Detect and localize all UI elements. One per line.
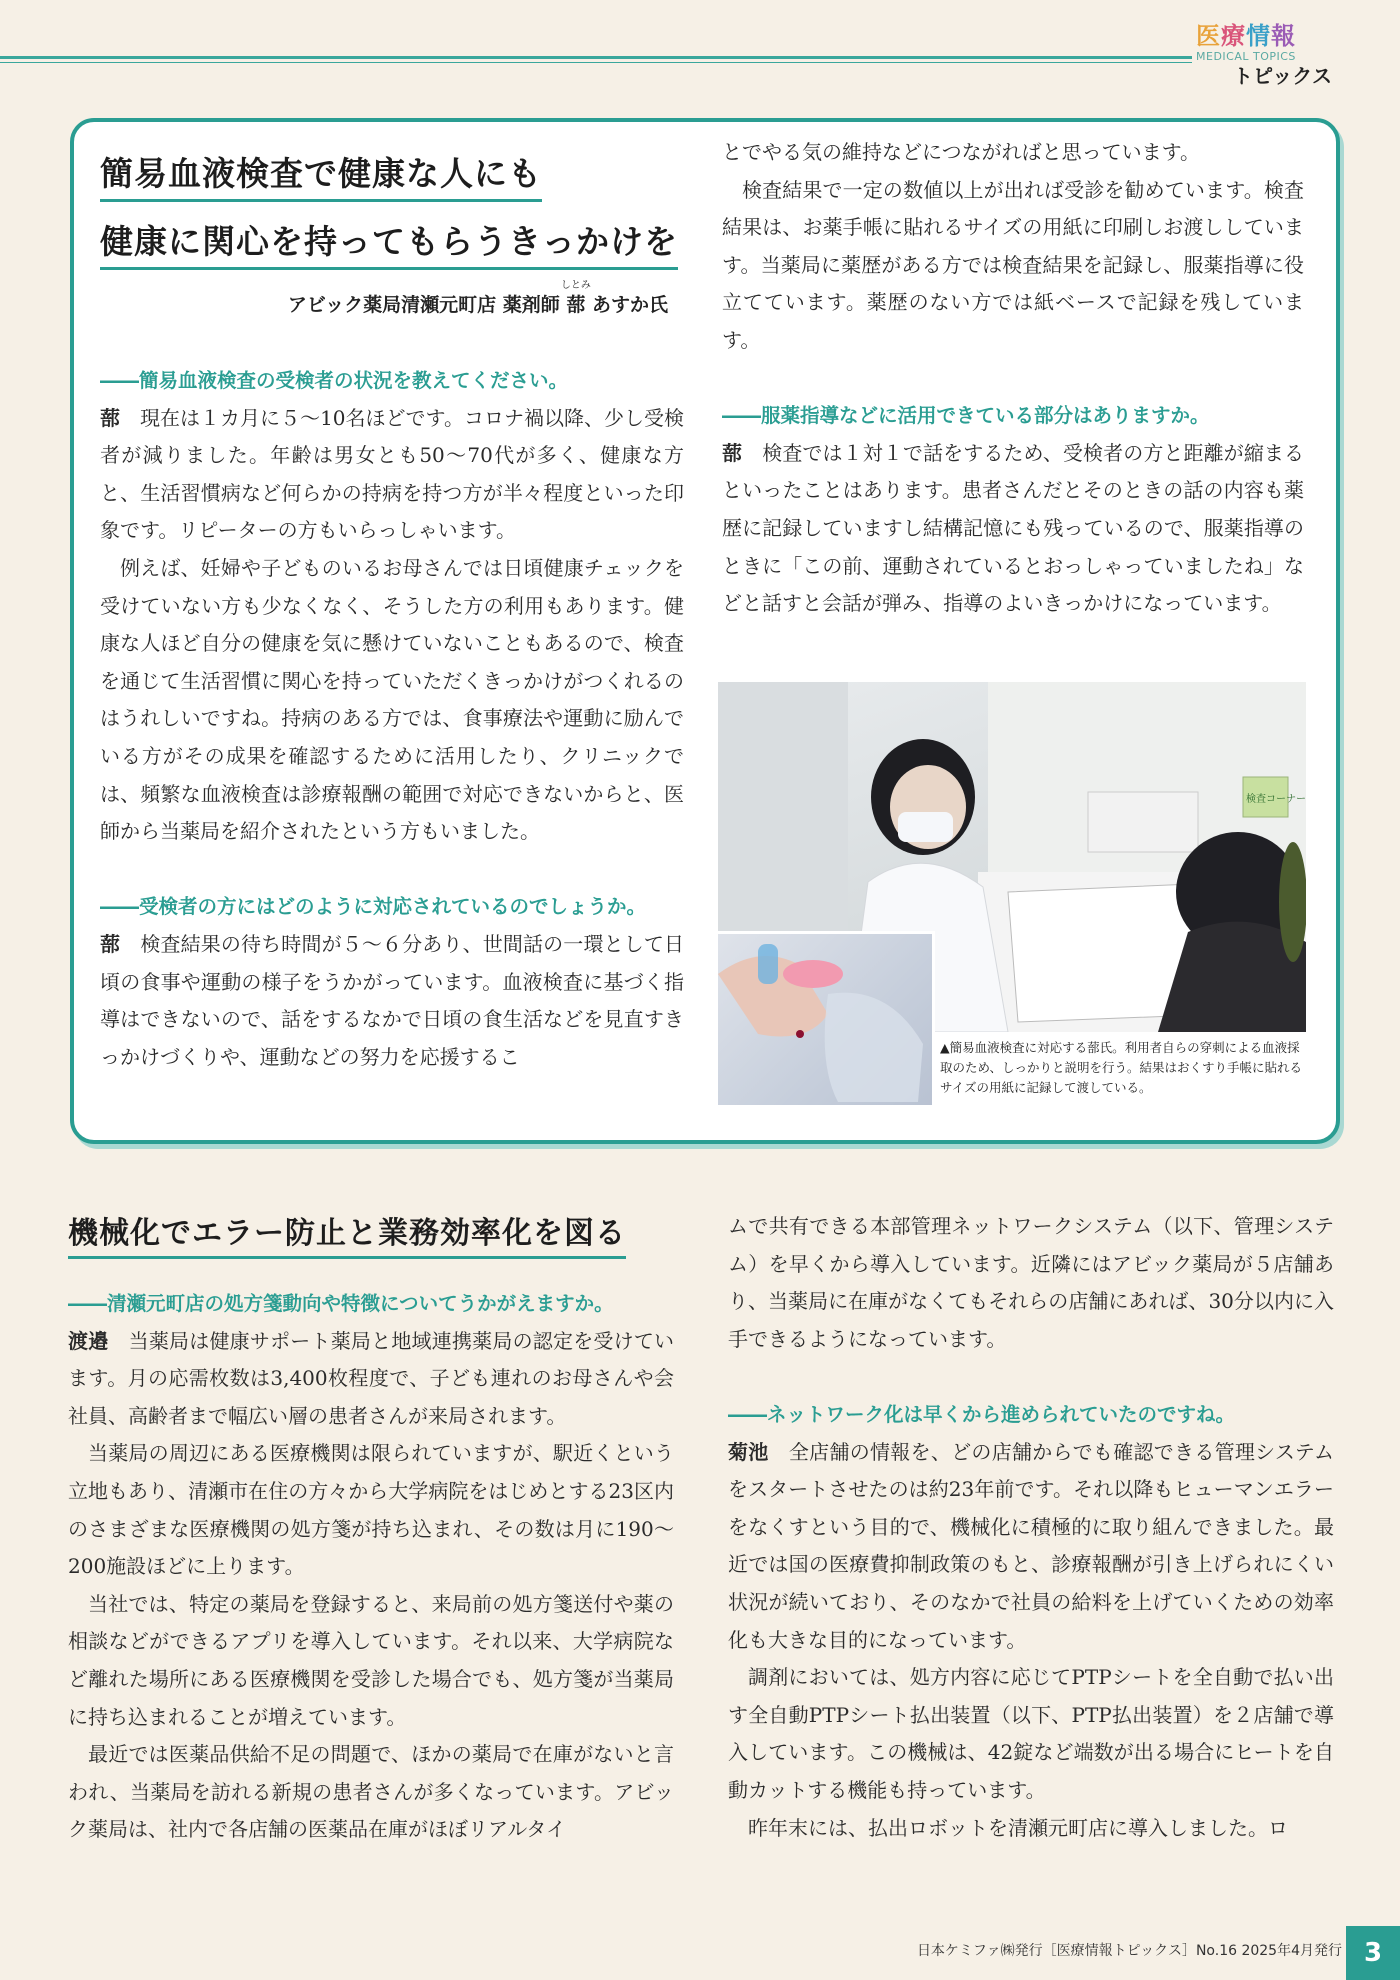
- question-heading: ――服薬指導などに活用できている部分はありますか。: [722, 404, 1210, 428]
- byline-name: しとみ 蔀: [566, 290, 585, 317]
- photo-caption: ▲簡易血液検査に対応する蔀氏。利用者自らの穿刺による血液採取のため、しっかりと説明を行う。結果はおくすり手帳に貼れるサイズの用紙に記録して渡している。: [940, 1040, 1303, 1095]
- logo-english: MEDICAL TOPICS: [1196, 50, 1296, 63]
- article1-left-column: [100, 362, 684, 1076]
- speaker-name: 蔀: [100, 405, 121, 430]
- answer-paragraph: 菊池 全店舗の情報を、どの店舗からでも確認できる管理システムをスタートさせたのは約23年前です。それ以降もヒューマンエラーをなくすという目的で、機械化に積極的に取り組んできました。最近では国の医療費抑制政策のもと、診療報酬が引き上げられにくい状況が続いており、そのなかで社員の給料を上げていくための効率化も大きな目的になっています。: [728, 1439, 1335, 1652]
- logo-char: 報: [1271, 21, 1296, 50]
- byline: [287, 280, 668, 317]
- answer-paragraph: 調剤においては、処方内容に応じてPTPシートを全自動で払い出す全自動PTPシート払出装置（以下、PTP払出装置）を２店舗で導入しています。この機械は、42錠など端数が出る場合にヒートを自動カットする機能も持っています。: [728, 1665, 1334, 1802]
- answer-paragraph: 昨年末には、払出ロボットを清瀬元町店に導入しました。ロ: [748, 1815, 1288, 1840]
- logo-main: [1196, 22, 1332, 50]
- photo-sign-text: 検査コーナー: [1246, 794, 1306, 805]
- answer-paragraph: 最近では医薬品供給不足の問題で、ほかの薬局で在庫がないと言われ、当薬局を訪れる新規の患者さんが多くなっています。アビック薬局は、社内で各店舗の医薬品在庫がほぼリアルタイ: [68, 1742, 674, 1842]
- blood-sampling-photo-art: [718, 934, 929, 1102]
- article2-left-column: [68, 1285, 674, 1849]
- speaker-name: 蔀: [100, 931, 121, 956]
- answer-paragraph: 蔀 検査結果の待ち時間が５～６分あり、世間話の一環として日頃の食事や運動の様子をうかがっています。血液検査に基づく指導はできないので、話をするなかで日頃の食生活などを見直すきっかけづくりや、運動などの努力を応援するこ: [100, 931, 685, 1069]
- question-heading: ――ネットワーク化は早くから進められていたのですね。: [728, 1402, 1236, 1426]
- answer-paragraph: とでやる気の維持などにつながればと思っています。: [722, 140, 1200, 164]
- header-rule: [0, 56, 1192, 59]
- question-heading: ――受検者の方にはどのように対応されているのでしょうか。: [100, 895, 647, 919]
- byline-name-ruby: しとみ: [560, 280, 591, 291]
- answer-paragraph: ムで共有できる本部管理ネットワークシステム（以下、管理システム）を早くから導入しています。近隣にはアビック薬局が５店舗あり、当薬局に在庫がなくてもそれらの店舗にあれば、30分以内に入手できるようになっています。: [728, 1214, 1334, 1351]
- logo-subtitle: トピックス: [1233, 64, 1332, 88]
- photo-group: [718, 682, 1306, 1102]
- answer-paragraph: 検査結果で一定の数値以上が出れば受診を勧めています。検査結果は、お薬手帳に貼れるサイズの用紙に印刷しお渡ししています。当薬局に薬歴がある方では検査結果を記録し、服薬指導に役立てています。薬歴のない方では紙ベースで記録を残しています。: [722, 177, 1304, 352]
- speaker-name: 渡邉: [68, 1328, 109, 1353]
- article1-title: [100, 148, 678, 284]
- article2-title: 機械化でエラー防止と業務効率化を図る: [68, 1208, 626, 1259]
- title-line-2: 健康に関心を持ってもらうきっかけを: [100, 216, 678, 270]
- answer-paragraph: 当薬局の周辺にある医療機関は限られていますが、駅近くという立地もあり、清瀬市在住の方々から大学病院をはじめとする23区内のさまざまな医療機関の処方箋が持ち込まれ、その数は月に190～200施設ほどに上ります。: [68, 1441, 674, 1579]
- article2-right-column: [728, 1208, 1334, 1847]
- header-rule-thin: [0, 62, 1192, 63]
- logo-char: 情: [1246, 21, 1271, 50]
- speaker-name: 蔀: [722, 440, 743, 465]
- answer-paragraph: 蔀 現在は１カ月に５～10名ほどです。コロナ禍以降、少し受検者が減りました。年齢は男女とも50～70代が多く、健康な方と、生活習慣病など何らかの持病を持つ方が半々程度といった印象です。リピーターの方もいらっしゃいます。: [100, 405, 685, 543]
- byline-suffix: あすか氏: [591, 294, 668, 316]
- answer-paragraph: 蔀 検査では１対１で話をするため、受検者の方と距離が縮まるといったことはあります。患者さんだとそのときの話の内容も薬歴に記録していますし結構記憶にも残っているので、服薬指導のときに「この前、運動されているとおっしゃっていましたね」などと話すと会話が弾み、指導のよいきっかけになっています。: [722, 440, 1305, 616]
- footer-publisher: 日本ケミファ㈱発行［医療情報トピックス］No.16 2025年4月発行: [916, 1943, 1342, 1959]
- article1-right-column: [722, 134, 1304, 623]
- logo-char: 療: [1221, 21, 1246, 50]
- answer-paragraph: 当社では、特定の薬局を登録すると、来局前の処方箋送付や薬の相談などができるアプリを導入しています。それ以来、大学病院など離れた場所にある医療機関を受診した場合でも、処方箋が当薬局に持ち込まれることが増えています。: [68, 1591, 674, 1729]
- answer-paragraph: 渡邉 当薬局は健康サポート薬局と地域連携薬局の認定を受けています。月の応需枚数は3,400枚程度で、子ども連れのお母さんや会社員、高齢者まで幅広い層の患者さんが来局されます。: [68, 1328, 675, 1428]
- question-heading: ――清瀬元町店の処方箋動向や特徴についてうかがえますか。: [68, 1292, 614, 1315]
- publication-logo: [1196, 22, 1332, 92]
- question-heading: ――簡易血液検査の受検者の状況を教えてください。: [100, 369, 569, 392]
- interview-box: [70, 118, 1340, 1144]
- page-number: 3: [1346, 1926, 1400, 1980]
- byline-affiliation: アビック薬局清瀬元町店 薬剤師: [287, 294, 560, 316]
- speaker-name: 菊池: [728, 1439, 769, 1464]
- title-line-1: 簡易血液検査で健康な人にも: [100, 148, 542, 202]
- blood-sampling-photo: [718, 931, 935, 1105]
- logo-char: 医: [1196, 21, 1221, 50]
- answer-paragraph: 例えば、妊婦や子どものいるお母さんでは日頃健康チェックを受けていない方も少なくなく、そうした方の利用もあります。健康な人ほど自分の健康を気に懸けていないこともあるので、検査を通じて生活習慣に関心を持っていただくきっかけがつくれるのはうれしいですね。持病のある方では、食事療法や運動に励んでいる方がその成果を確認するために活用したり、クリニックでは、頻繁な血液検査は診療報酬の範囲で対応できないからと、医師から当薬局を紹介されたという方もいました。: [100, 555, 684, 844]
